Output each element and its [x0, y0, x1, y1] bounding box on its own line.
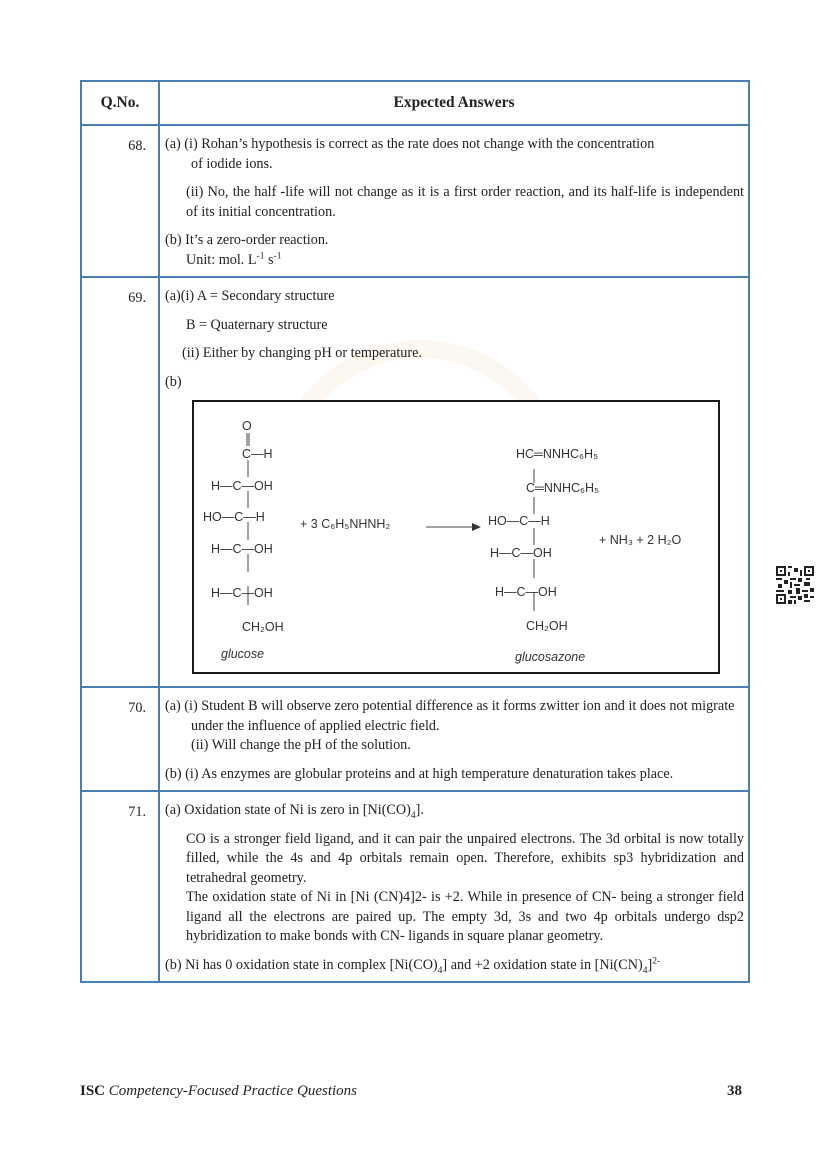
osazone-label: glucosazone	[515, 650, 586, 664]
products-text: + NH₃ + 2 H₂O	[599, 533, 682, 547]
osazone-c1: HC═NNHC₆H₅	[516, 447, 599, 461]
answer-text: (a)(i) A = Secondary structure	[165, 288, 335, 304]
table-row	[81, 125, 749, 277]
glucose-c1: C—H	[242, 447, 273, 461]
question-number: 69.	[81, 277, 159, 687]
glucose-c3: HO—C—H	[203, 510, 265, 524]
answer-text: The oxidation state of Ni in [Ni (CN)4]2- is +2. While in presence of CN- being a stronger field ligand all the electrons are paired up. The empty 3d, 3s and two 4p orbitals undergo dsp2 hybridization to make bonds with CN- ligands in square planar geometry.	[186, 889, 744, 944]
answer-text: (b)	[165, 373, 182, 390]
glucose-c6: CH₂OH	[242, 620, 284, 634]
qr-code-icon	[776, 566, 814, 604]
osazone-c3: HO—C—H	[488, 514, 550, 528]
answers-table	[80, 80, 750, 983]
answer-cell	[159, 125, 749, 277]
osazone-c6: CH₂OH	[526, 619, 568, 633]
osazone-c4: H—C—OH	[490, 546, 552, 560]
answer-text: (b) (i) As enzymes are globular proteins and at high temperature denaturation takes place.	[165, 765, 674, 782]
answer-text: CO is a stronger field ligand, and it can pair the unpaired electrons. The 3d orbital is now totally filled, while the 4s and 4p orbitals remain open. Therefore, exhibits sp3 hybridization and tetrahedral geometry.	[186, 830, 744, 886]
question-number: 68.	[81, 125, 159, 277]
glucose-c5: H—C—OH	[211, 586, 273, 600]
glucose-c4: H—C—OH	[211, 542, 273, 556]
glucose-label: glucose	[221, 647, 265, 661]
answer-text: (a) (i) Student B will observe zero potential difference as it forms zwitter ion and it does not migrate under the influence of applied electric field.	[165, 698, 735, 734]
question-number: 71.	[81, 791, 159, 982]
page-number: 38	[727, 1083, 742, 1099]
table-row	[81, 277, 749, 687]
table-header-row	[81, 81, 749, 125]
qno-header: Q.No.	[81, 81, 159, 125]
answer-text: (b) Ni has 0 oxidation state in complex $[Ni(CO)_4]$ and +2 oxidation state in $[Ni(CN)_4]^{2-}$	[165, 955, 661, 976]
glucose-c2: H—C—OH	[211, 479, 273, 493]
question-number: 70.	[81, 687, 159, 791]
reaction-arrow	[472, 523, 481, 531]
answer-text: B = Quaternary structure	[186, 316, 328, 333]
glucose-oxygen: O	[242, 419, 252, 433]
answer-text: (a) Oxidation state of Ni is zero in $[Ni(CO)_4]$.	[165, 802, 424, 821]
answer-cell	[159, 277, 749, 687]
answer-text: (ii) Will change the pH of the solution.	[191, 737, 411, 753]
footer-title: ISC Competency-Focused Practice Questions	[80, 1083, 358, 1099]
answer-text: (ii) No, the half -life will not change as it is a first order reaction, and its half-life is independent of its initial concentration.	[186, 184, 744, 220]
answer-text: (a) (i) Rohan’s hypothesis is correct as the rate does not change with the concentration	[165, 136, 655, 152]
reaction-svg	[194, 402, 718, 672]
answer-unit: Unit: mol. $L^{-1}$ $s^{-1}$	[186, 250, 282, 268]
answer-text: (b) It’s a zero-order reaction.	[165, 232, 329, 248]
osazone-reaction-diagram	[192, 400, 720, 674]
answer-text: (ii) Either by changing pH or temperature.	[182, 345, 422, 361]
table-row	[81, 687, 749, 791]
osazone-c5: H—C—OH	[495, 585, 557, 599]
table-row	[81, 791, 749, 982]
answer-cell	[159, 687, 749, 791]
answer-text: of iodide ions.	[191, 155, 273, 172]
osazone-c2: C═NNHC₆H₅	[526, 481, 600, 495]
answer-cell	[159, 791, 749, 982]
reagent-text: + 3 C₆H₅NHNH₂	[300, 517, 391, 531]
answers-header: Expected Answers	[159, 81, 749, 125]
